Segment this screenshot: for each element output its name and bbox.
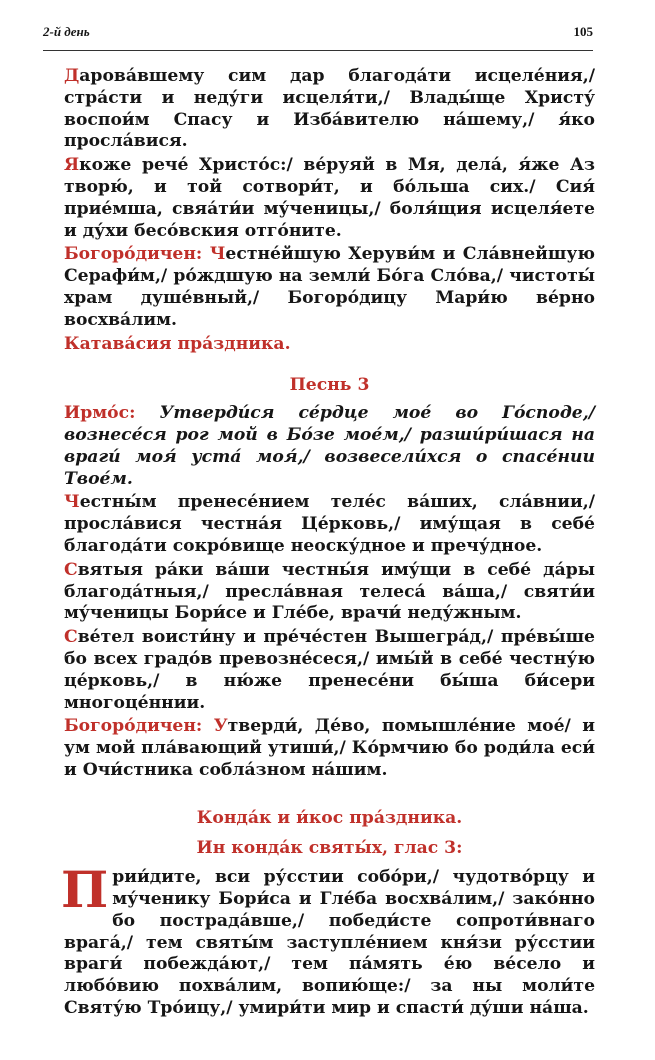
saints-kondak-heading: Ин конда́к святы́х, глас 3: (196, 837, 463, 858)
theotokion (64, 244, 595, 331)
troparion-text: арова́вшему сим дар благода́ти исцеле́ния,/ стра́сти и неду́ги исцеля́ти,/ Влады́ще Христу́ воспои́м Спасу и Изба́вителю на́шему,/ я́ко просла́вися. (64, 66, 595, 152)
initial-letter: Д (64, 66, 80, 86)
page-number: 105 (573, 24, 593, 39)
troparion-text: естне́йшую Херуви́м и Сла́внейшую Серафи́м,/ ро́ждшую на земли́ Бо́га Сло́ва,/ чистоты́ храм душе́вный,/ Богоро́дицу Мари́ю ве́рно восхва́лим. (64, 244, 596, 330)
troparion-text: коже рече́ Христо́с:/ ве́руяй в Мя, дела́, я́же Аз творю́, и той сотвори́т, и бо́льша сих./ Сия́ прие́мша, свяа́ти́и му́ченицы,/ боля́щия исцеля́ете и ду́хи бесо́вския отго́ните. (64, 155, 595, 241)
irmos (64, 403, 595, 490)
section-gap (64, 784, 595, 808)
page-body (61, 66, 596, 1020)
running-head (43, 24, 593, 44)
troparion-text: тверди́, Де́во, помышле́ние мое́/ и ум мой пла́вающий утиши́,/ Ко́рмчию бо роди́ла еси́ и Очи́стника собла́зном на́шим. (64, 716, 596, 780)
running-head-title: 2-й день (43, 24, 90, 39)
troparion (64, 155, 595, 242)
theotokion (64, 716, 595, 781)
katavasia-rubric: Катава́сия пра́здника. (64, 333, 291, 354)
troparion-text: ве́тел воисти́ну и пре́че́стен Вышегра́д,/ пре́вы́ше бо всех градо́в превозне́сеся,/ имы́й в себе́ честну́ю це́рковь,/ в ню́же пренесе́ни бы́ша би́сери многоце́ннии. (64, 627, 595, 713)
troparion (64, 66, 595, 153)
initial-letter: Ч (209, 244, 226, 265)
troparion (64, 560, 595, 625)
initial-letter: С (64, 559, 78, 580)
theotokion-label: Богоро́дичен: (64, 716, 203, 737)
irmos-label: Ирмо́с: (64, 403, 136, 424)
initial-letter: У (213, 716, 228, 737)
drop-cap: П (61, 860, 109, 920)
ode-title: Песнь 3 (289, 375, 370, 396)
irmos-text: Утверди́ся се́рдце мое́ во Го́споде,/ вознесе́ся рог мой в Бо́зе мое́м,/ разши́ри́шася на враги́ моя́ уста́ моя́,/ возвесели́хся о спасе́нии Твое́м. (64, 403, 596, 489)
initial-letter: Я (64, 155, 80, 176)
troparion (64, 492, 595, 557)
troparion (64, 627, 595, 714)
initial-letter: Ч (64, 492, 80, 513)
kondak-heading: Конда́к и и́кос пра́здника. (196, 807, 463, 828)
troparion-text: естны́м пренесе́нием теле́с ва́ших, сла́внии,/ просла́вися честна́я Це́рковь,/ иму́щая в себе́ благода́ти сокро́вище неоску́дное и пречу́дное. (64, 492, 595, 556)
header-rule (43, 50, 593, 51)
kondak-text: рии́дите, вси ру́сстии собо́ри,/ чудотво́рцу и му́ченику Бори́са и Гле́ба восхва́лим,/ зако́нно бо пострада́вше,/ победи́сте сопроти́внаго врага́,/ тем святы́м заступле́нием кня́зи ру́сстии враги́ побежда́ют,/ тем па́мять е́ю ве́село и любо́вию похва́лим, вопию́ще:/ за ны моли́те Святу́ю Тро́ицу,/ умири́ти мир и спасти́ ду́ши на́ша. (64, 867, 595, 1019)
troparion-text: вятыя ра́ки ва́ши честны́я иму́щи в себе́ да́ры благода́тныя,/ пресла́вная телеса́ ва́ша,/ святи́и му́ченицы Бори́се и Гле́бе, врачи́ неду́жным. (64, 559, 595, 624)
theotokion-label: Богоро́дичен: (64, 244, 203, 265)
kondak (61, 860, 595, 1020)
initial-letter: С (64, 627, 78, 648)
